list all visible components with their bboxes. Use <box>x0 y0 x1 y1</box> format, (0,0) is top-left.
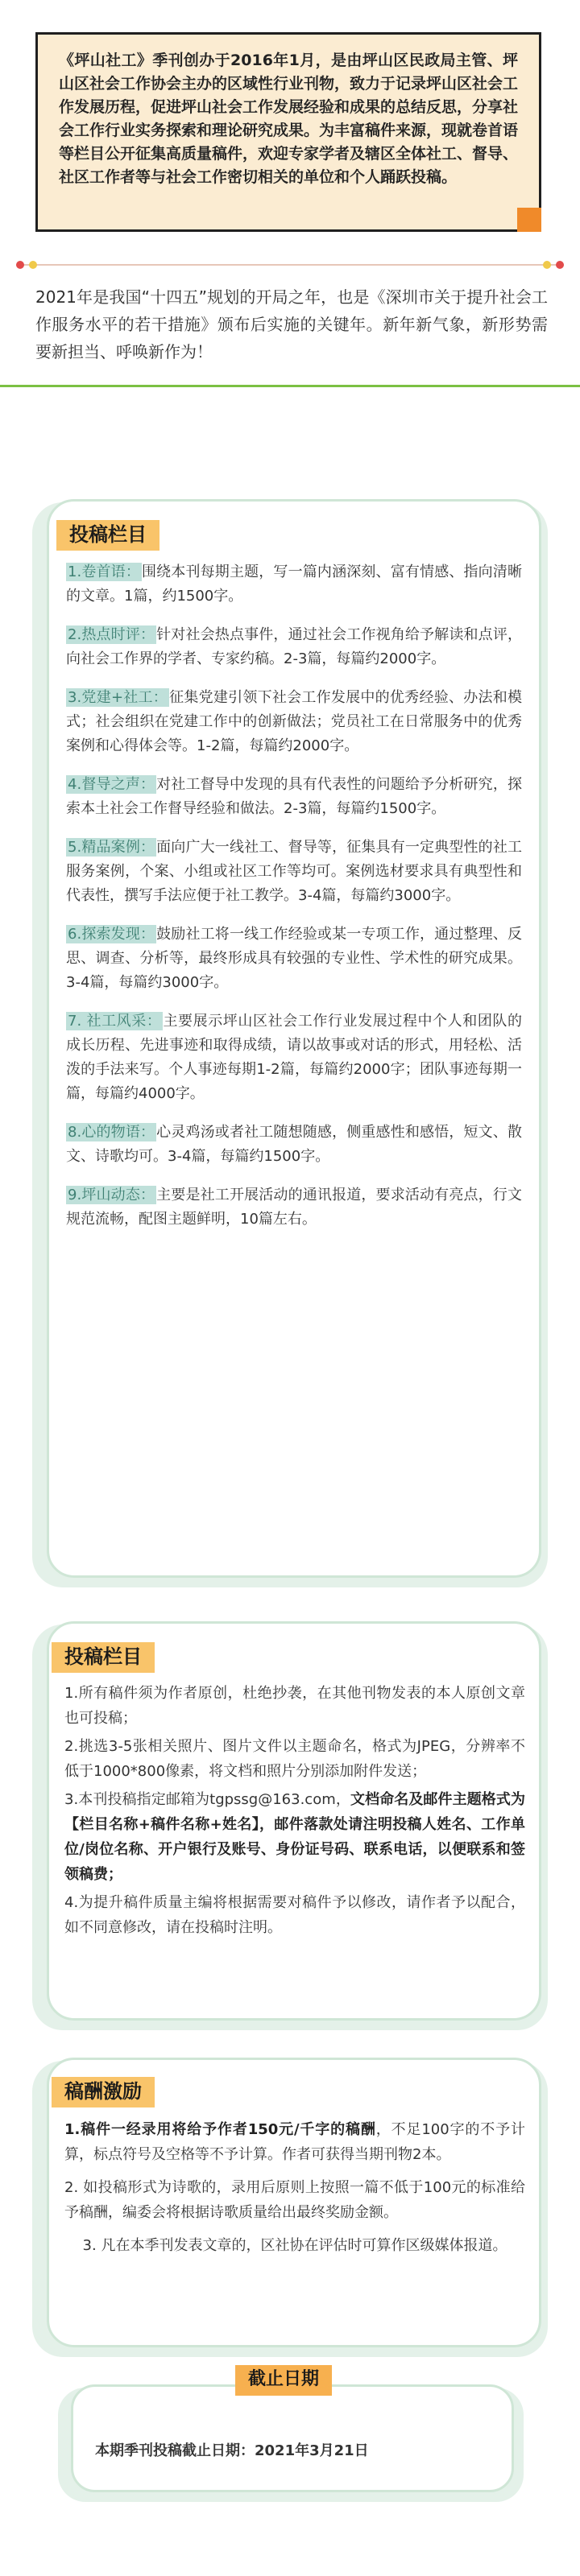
rule-4: 4.为提升稿件质量主编将根据需要对稿件予以修改，请作者予以配合，如不同意修改，请在投稿时注明。 <box>64 1894 525 1936</box>
list-item <box>66 1009 522 1106</box>
rule-2: 2.挑选3-5张相关照片、图片文件以主题命名，格式为JPEG，分辨率不低于1000*800像素，将文档和照片分别添加附件发送； <box>64 1738 525 1780</box>
item-text: 对社工督导中发现的具有代表性的问题给予分析研究，探索本土社会工作督导经验和做法。2-3篇，每篇约1500字。 <box>66 776 522 817</box>
item-text: 主要展示坪山区社会工作行业发展过程中个人和团队的成长历程、先进事迹和取得成绩，请以故事或对话的形式，用轻松、活泼的手法来写。个人事迹每期1-2篇，每篇约2000字；团队事迹每期一篇，每篇约4000字。 <box>66 1013 522 1102</box>
item-label: 2.热点时评： <box>68 626 155 643</box>
section2-body <box>64 1681 525 1943</box>
item-label: 7. 社工风采： <box>68 1013 162 1030</box>
item-text: 针对社会热点事件，通过社会工作视角给予解读和点评，向社会工作界的学者、专家约稿。2-3篇，每篇约2000字。 <box>66 626 522 667</box>
section3-body <box>64 2117 525 2266</box>
reward-2: 2. 如投稿形式为诗歌的，录用后原则上按照一篇不低于100元的标准给予稿酬，编委会将根据诗歌质量给出最终奖励金额。 <box>64 2179 525 2221</box>
rule-3-email: 3.本刊投稿指定邮箱为tgpssg@163.com， <box>64 1791 350 1808</box>
intro-text: 《坪山社工》季刊创办于2016年1月，是由坪山区民政局主管、坪山区社会工作协会主办的区域性行业刊物，致力于记录坪山区社会工作发展历程，促进坪山社会工作发展经验和成果的总结反思，分享社会工作行业实务探索和理论研究成果。为丰富稿件来源，现就卷首语等栏目公开征集高质量稿件，欢迎专家学者及辖区全体社工、督导、社区工作者等与社会工作密切相关的单位和个人踊跃投稿。 <box>59 52 519 186</box>
divider-line <box>16 264 564 266</box>
intro-corner-accent <box>517 208 541 232</box>
item-label: 9.坪山动态： <box>68 1187 155 1203</box>
item-text: 征集党建引领下社会工作发展中的优秀经验、办法和模式；社会组织在党建工作中的创新做法；党员社工在日常服务中的优秀案例和心得体会等。1-2篇，每篇约2000字。 <box>66 689 522 754</box>
reward-1 <box>64 2117 525 2167</box>
item-text: 主要是社工开展活动的通讯报道，要求活动有亮点，行文规范流畅，配图主题鲜明，10篇左右。 <box>66 1187 522 1228</box>
reward-3: 3. 凡在本季刊发表文章的，区社协在评估时可算作区级媒体报道。 <box>82 2237 508 2254</box>
list-item <box>66 1121 522 1169</box>
list-item <box>66 560 522 609</box>
section4-title: 截止日期 <box>235 2365 332 2396</box>
item-label: 6.探索发现： <box>68 926 155 943</box>
item-label: 5.精品案例： <box>68 839 155 856</box>
divider-dot-yellow <box>29 261 37 269</box>
rule-1: 1.所有稿件须为作者原创，杜绝抄袭，在其他刊物发表的本人原创文章也可投稿； <box>64 1685 525 1727</box>
section2-title: 投稿栏目 <box>52 1642 155 1673</box>
item-label: 4.督导之声： <box>68 776 155 793</box>
divider-dot-yellow <box>543 261 551 269</box>
list-item <box>66 1183 522 1232</box>
intro-box <box>35 32 541 232</box>
reward-1-rest: ，不足100字的不予计算，标点符号及空格等不予计算。作者可获得当期刊物2本。 <box>64 2121 525 2163</box>
list-item <box>66 686 522 758</box>
green-rule <box>0 385 580 387</box>
list-item <box>66 836 522 908</box>
section1-title: 投稿栏目 <box>56 520 160 551</box>
reward-1-bold: 1.稿件一经录用将给予作者150元/千字的稿酬 <box>64 2121 376 2138</box>
list-item <box>66 773 522 821</box>
list-item <box>66 623 522 671</box>
section3-title: 稿酬激励 <box>52 2077 155 2107</box>
item-text: 面向广大一线社工、督导等，征集具有一定典型性的社工服务案例，个案、小组或社区工作等均可。案例选材要求具有典型性和代表性，撰写手法应便于社工教学。3-4篇，每篇约3000字。 <box>66 839 522 904</box>
item-label: 3.党建+社工： <box>68 689 168 706</box>
divider-dot-red <box>556 261 564 269</box>
item-label: 8.心的物语： <box>68 1124 155 1141</box>
section4-card <box>71 2384 514 2492</box>
intro-paragraph: 2021年是我国“十四五”规划的开局之年，也是《深圳市关于提升社会工作服务水平的若干措施》颁布后实施的关键年。新年新气象，新形势需要新担当、呼唤新作为！ <box>35 287 548 361</box>
item-text: 鼓励社工将一线工作经验或某一专项工作，通过整理、反思、调查、分析等，最终形成具有较强的专业性、学术性的研究成果。3-4篇，每篇约3000字。 <box>66 926 522 991</box>
divider-dot-red <box>16 261 24 269</box>
item-label: 1.卷首语： <box>68 564 140 580</box>
deadline-text: 本期季刊投稿截止日期：2021年3月21日 <box>95 2442 369 2459</box>
rule-3 <box>64 1787 525 1887</box>
list-item <box>66 923 522 995</box>
section1-list <box>66 560 522 1246</box>
item-text: 围绕本刊每期主题，写一篇内涵深刻、富有情感、指向清晰的文章。1篇，约1500字。 <box>66 564 522 605</box>
item-text: 心灵鸡汤或者社工随想随感，侧重感性和感悟，短文、散文、诗歌均可。3-4篇，每篇约1500字。 <box>66 1124 522 1165</box>
dotted-divider <box>16 261 564 269</box>
rule-3-format: 文档命名及邮件主题格式为【栏目名称+稿件名称+姓名】，邮件落款处请注明投稿人姓名、工作单位/岗位名称、开户银行及账号、身份证号码、联系电话，以便联系和签领稿费； <box>64 1791 525 1883</box>
